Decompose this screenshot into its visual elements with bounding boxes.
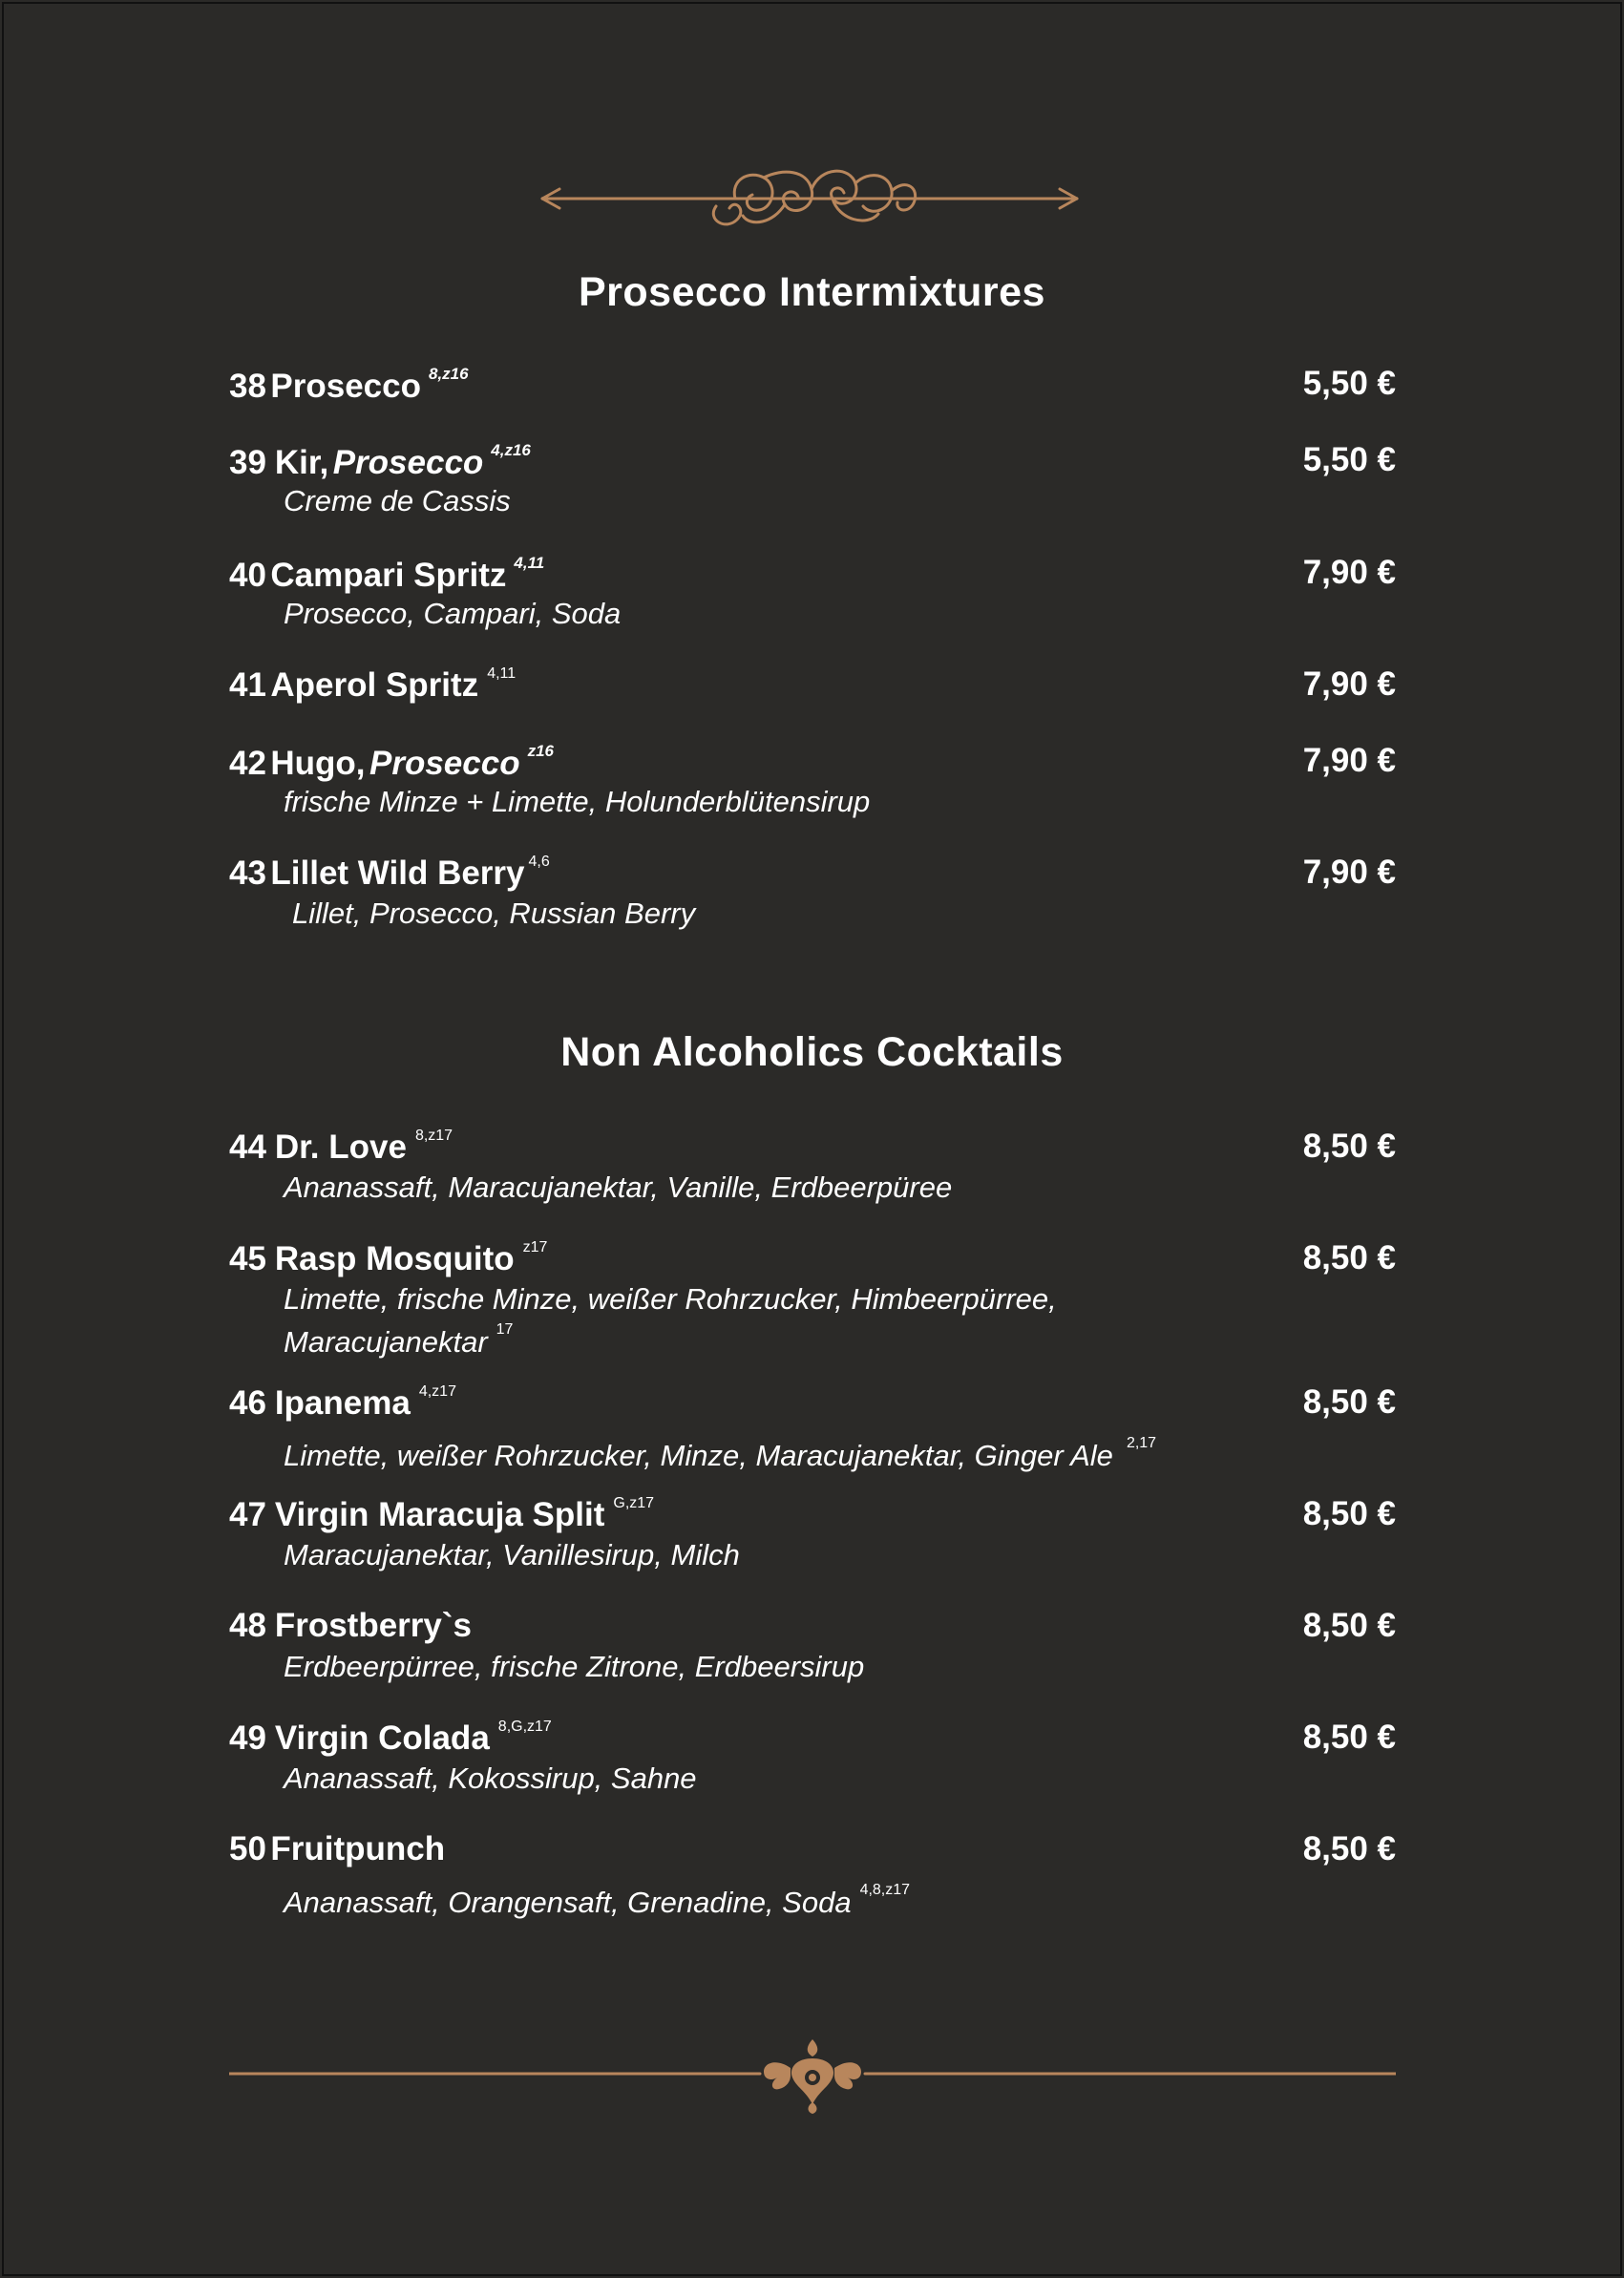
item-number: 39	[229, 444, 266, 481]
item-description-line	[229, 1874, 1396, 1919]
item-number: 49	[229, 1719, 266, 1757]
item-description: Limette, weißer Rohrzucker, Minze, Maracujanektar, Ginger Ale	[284, 1439, 1113, 1472]
item-description: Lillet, Prosecco, Russian Berry	[292, 896, 696, 930]
item-price: 5,50 €	[1302, 441, 1396, 478]
allergen-codes: 4,8,z17	[859, 1882, 911, 1898]
baroque-ornament-divider-icon	[229, 2034, 1396, 2114]
menu-item-48	[229, 1607, 1396, 1683]
item-name: Lillet Wild Berry	[270, 854, 525, 892]
item-name-italic: Prosecco	[369, 745, 520, 782]
item-price: 8,50 €	[1302, 1830, 1396, 1867]
item-description-line2	[229, 1314, 1396, 1359]
allergen-codes: 2,17	[1126, 1435, 1157, 1451]
item-number: 45	[229, 1240, 266, 1277]
item-price: 8,50 €	[1302, 1128, 1396, 1165]
item-number: 44	[229, 1128, 266, 1166]
item-price: 7,90 €	[1302, 742, 1396, 779]
item-price: 8,50 €	[1302, 1383, 1396, 1421]
item-description: Limette, frische Minze, weißer Rohrzucker, Himbeerpürree,	[284, 1282, 1057, 1316]
item-name: Frostberry`s	[274, 1607, 472, 1644]
menu-item-43	[229, 854, 1396, 930]
item-description: Creme de Cassis	[284, 484, 511, 517]
allergen-codes: 4,z17	[418, 1383, 456, 1400]
item-number: 42	[229, 745, 266, 782]
item-number: 40	[229, 557, 266, 594]
menu-item-49	[229, 1719, 1396, 1795]
allergen-codes: 17	[496, 1321, 514, 1338]
item-name: Dr. Love	[274, 1128, 407, 1166]
item-name: Kir,	[274, 444, 329, 481]
item-number: 38	[229, 368, 266, 405]
item-number: 47	[229, 1496, 266, 1533]
allergen-codes: 8,G,z17	[497, 1719, 552, 1735]
allergen-codes: 4,z16	[491, 441, 531, 459]
item-name-italic: Prosecco	[332, 444, 484, 481]
item-description-line	[229, 1427, 1396, 1472]
item-description: Ananassaft, Kokossirup, Sahne	[284, 1761, 697, 1795]
item-number: 43	[229, 854, 266, 892]
item-price: 7,90 €	[1302, 665, 1396, 703]
item-description: Ananassaft, Maracujanektar, Vanille, Erdbeerpüree	[284, 1171, 953, 1204]
menu-item-44	[229, 1128, 1396, 1204]
allergen-codes: 4,6	[528, 854, 550, 870]
section-title-non-alcoholic: Non Alcoholics Cocktails	[560, 1029, 1064, 1075]
allergen-codes: z17	[522, 1239, 548, 1255]
item-name: Rasp Mosquito	[274, 1240, 515, 1277]
item-price: 8,50 €	[1302, 1239, 1396, 1276]
allergen-codes: 4,11	[487, 665, 517, 682]
item-description: Prosecco, Campari, Soda	[284, 597, 622, 630]
menu-item-40	[229, 554, 1396, 630]
allergen-codes: G,z17	[613, 1495, 655, 1511]
item-description: Maracujanektar, Vanillesirup, Milch	[284, 1538, 740, 1571]
item-number: 50	[229, 1830, 266, 1867]
section-title-prosecco: Prosecco Intermixtures	[579, 269, 1045, 315]
item-number: 41	[229, 666, 266, 704]
item-description: Ananassaft, Orangensaft, Grenadine, Soda	[284, 1886, 852, 1919]
item-description: frische Minze + Limette, Holunderblütensirup	[284, 785, 871, 818]
allergen-codes: 4,11	[514, 554, 545, 572]
item-price: 5,50 €	[1302, 365, 1396, 402]
item-name: Campari Spritz	[270, 557, 507, 594]
item-name: Prosecco	[270, 368, 421, 405]
menu-item-47	[229, 1495, 1396, 1571]
item-name: Hugo,	[270, 745, 366, 782]
item-name: Ipanema	[274, 1384, 411, 1422]
item-number: 48	[229, 1607, 266, 1644]
menu-item-46	[229, 1383, 1396, 1472]
menu-item-38	[229, 365, 1396, 411]
item-price: 8,50 €	[1302, 1607, 1396, 1644]
allergen-codes: 8,z16	[428, 365, 469, 383]
item-name: Fruitpunch	[270, 1830, 446, 1867]
item-name: Virgin Maracuja Split	[274, 1496, 605, 1533]
menu-item-45	[229, 1239, 1396, 1359]
item-price: 8,50 €	[1302, 1719, 1396, 1756]
item-price: 8,50 €	[1302, 1495, 1396, 1532]
item-description: Erdbeerpürree, frische Zitrone, Erdbeersirup	[284, 1650, 865, 1683]
item-name: Virgin Colada	[274, 1719, 490, 1757]
menu-item-50	[229, 1830, 1396, 1919]
allergen-codes: z16	[527, 742, 554, 760]
item-price: 7,90 €	[1302, 854, 1396, 891]
menu-item-39	[229, 441, 1396, 517]
item-description-text: Maracujanektar	[284, 1325, 488, 1359]
menu-item-41	[229, 665, 1396, 711]
flourish-arrow-divider-icon	[535, 160, 1085, 241]
item-name: Aperol Spritz	[270, 666, 479, 704]
item-price: 7,90 €	[1302, 554, 1396, 591]
item-number: 46	[229, 1384, 266, 1422]
allergen-codes: 8,z17	[414, 1128, 453, 1144]
menu-item-42	[229, 742, 1396, 818]
